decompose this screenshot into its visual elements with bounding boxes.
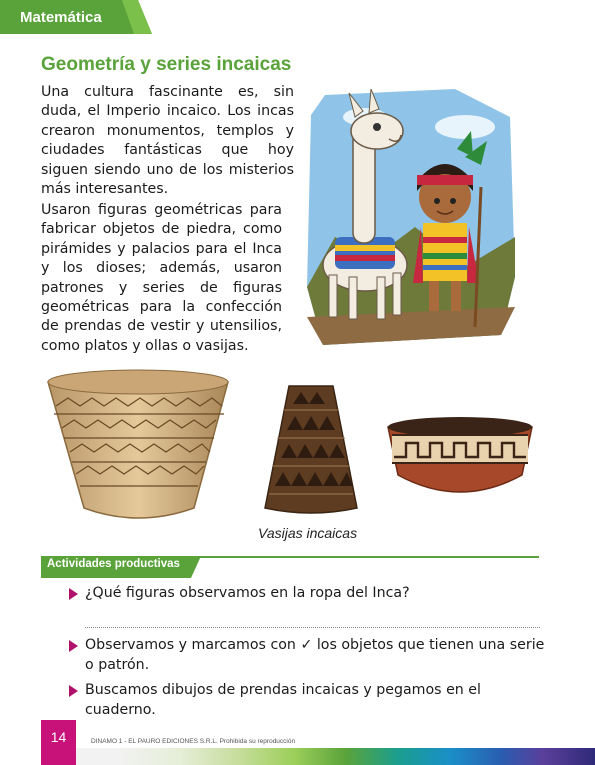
page-title: Geometría y series incaicas xyxy=(41,54,292,75)
activity-item-3: Buscamos dibujos de prendas incaicas y pegamos en el cuaderno. xyxy=(85,682,481,718)
inca-llama-illustration xyxy=(305,87,517,347)
bullet-icon xyxy=(69,685,78,697)
activities-label: Actividades productivas xyxy=(47,558,180,570)
answer-line[interactable] xyxy=(85,627,540,628)
page-number: 14 xyxy=(50,729,67,745)
vessel-patterned-bowl xyxy=(44,368,232,524)
bullet-icon xyxy=(69,588,78,600)
activity-item-1: ¿Qué figuras observamos en la ropa del Inca? xyxy=(85,585,410,601)
subject-label: Matemática xyxy=(20,9,102,26)
figure-caption: Vasijas incaicas xyxy=(258,525,358,541)
second-paragraph: Usaron figuras geométricas para fabricar objetos de piedra, como pirámides y palacios para el Inca y los dioses; además, usaron patrones y series de figuras geométricas para la confección de prendas de vestir y utensilios, como platos y ollas o vasijas. xyxy=(41,202,282,354)
footer-note: DINAMO 1 - EL PAURO EDICIONES S.R.L. Prohibida su reproducción xyxy=(91,738,296,745)
vessel-stepped-fret-bowl xyxy=(384,413,536,502)
vessel-triangle-pattern xyxy=(263,384,359,516)
footer-color-bar xyxy=(76,748,595,765)
activity-item-2: Observamos y marcamos con ✓ los objetos que tienen una serie o patrón. xyxy=(85,637,545,673)
intro-paragraph: Una cultura fascinante es, sin duda, el Imperio incaico. Los incas crearon monumentos, templos y ciudades fantásticas que hoy siguen siendo uno de los misterios más interesantes. xyxy=(41,84,294,198)
bullet-icon xyxy=(69,640,78,652)
